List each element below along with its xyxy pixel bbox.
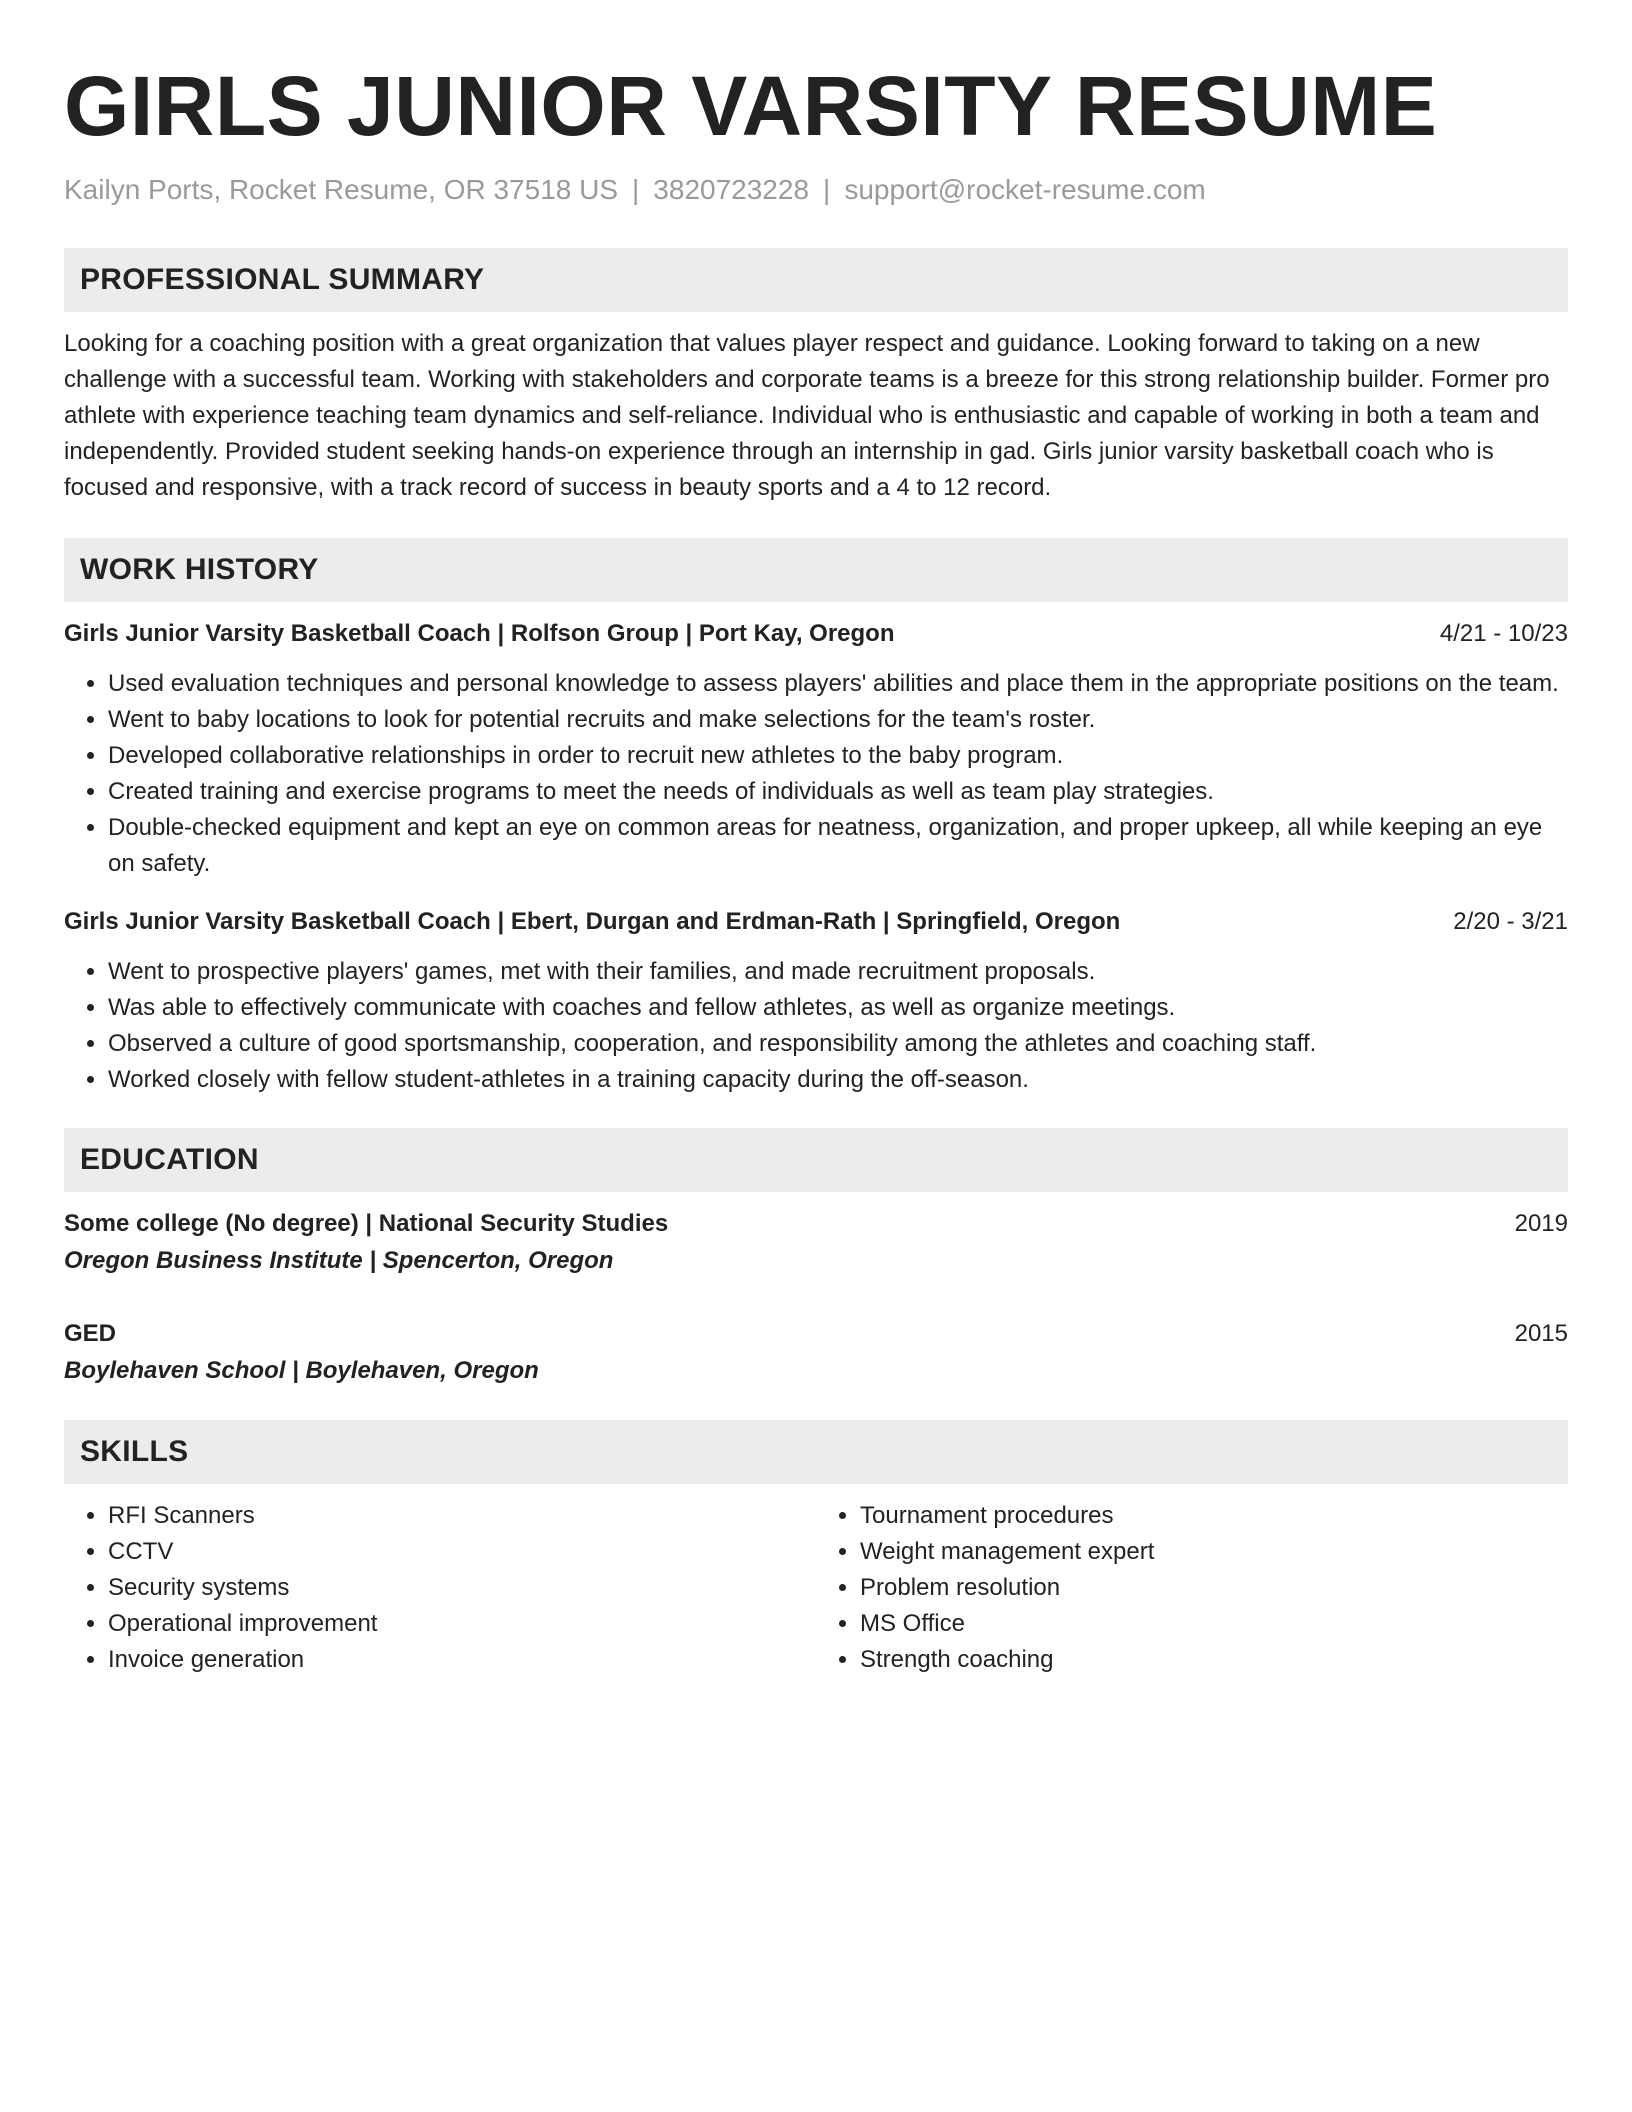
section-heading-summary: PROFESSIONAL SUMMARY [64, 248, 1568, 312]
skill-item: • MS Office [860, 1606, 1568, 1642]
education-degree: GED [64, 1320, 117, 1347]
education-school: Boylehaven School | Boylehaven, Oregon [64, 1357, 539, 1384]
job-bullet: • Went to prospective players' games, met with their families, and made recruitment proposals. [108, 954, 1568, 990]
job-bullet: • Was able to effectively communicate with coaches and fellow athletes, as well as organize meetings. [108, 990, 1568, 1026]
education-year: 2015 [1514, 1320, 1568, 1347]
section-heading-education: EDUCATION [64, 1128, 1568, 1192]
job-bullet: • Double-checked equipment and kept an eye on common areas for neatness, organization, and proper upkeep, all while keeping an eye on safety. [108, 810, 1568, 882]
contact-phone: 3820723228 [653, 174, 810, 205]
contact-email[interactable]: support@rocket-resume.com [844, 174, 1206, 205]
job-header [64, 904, 1568, 940]
education-school: Oregon Business Institute | Spencerton, Oregon [64, 1247, 614, 1274]
education-entry [64, 1206, 1568, 1280]
job-title: Girls Junior Varsity Basketball Coach | Ebert, Durgan and Erdman-Rath | Springfield, Oregon [64, 908, 1121, 935]
skill-item: • Strength coaching [860, 1642, 1568, 1678]
section-heading-work-history: WORK HISTORY [64, 538, 1568, 602]
skill-item: • CCTV [108, 1534, 816, 1570]
job-bullets [64, 666, 1568, 882]
job-bullet: • Created training and exercise programs to meet the needs of individuals as well as team play strategies. [108, 774, 1568, 810]
job-header [64, 616, 1568, 652]
contact-separator: | [632, 174, 640, 205]
job-bullet: • Developed collaborative relationships in order to recruit new athletes to the baby program. [108, 738, 1568, 774]
job-bullets [64, 954, 1568, 1098]
education-header [64, 1206, 1568, 1242]
job-bullet: • Worked closely with fellow student-athletes in a training capacity during the off-season. [108, 1062, 1568, 1098]
job-dates: 4/21 - 10/23 [1439, 620, 1568, 647]
skill-item: • Weight management expert [860, 1534, 1568, 1570]
section-heading-skills: SKILLS [64, 1420, 1568, 1484]
skill-item: • Invoice generation [108, 1642, 816, 1678]
skill-item: • Operational improvement [108, 1606, 816, 1642]
resume-title: GIRLS JUNIOR VARSITY RESUME [64, 59, 1438, 153]
job-entry [64, 904, 1568, 1098]
education-header [64, 1316, 1568, 1352]
skill-item: • Tournament procedures [860, 1498, 1568, 1534]
contact-line [64, 172, 1568, 208]
job-bullet: • Went to baby locations to look for potential recruits and make selections for the team's roster. [108, 702, 1568, 738]
skills-columns [64, 1498, 1568, 1678]
education-degree: Some college (No degree) | National Security Studies [64, 1210, 669, 1237]
education-year: 2019 [1514, 1210, 1568, 1237]
skill-item: • Security systems [108, 1570, 816, 1606]
job-title: Girls Junior Varsity Basketball Coach | Rolfson Group | Port Kay, Oregon [64, 620, 895, 647]
skill-item: • RFI Scanners [108, 1498, 816, 1534]
skill-item: • Problem resolution [860, 1570, 1568, 1606]
skills-list-left [64, 1498, 816, 1678]
job-bullet: • Observed a culture of good sportsmanship, cooperation, and responsibility among the athletes and coaching staff. [108, 1026, 1568, 1062]
job-bullet: • Used evaluation techniques and personal knowledge to assess players' abilities and place them in the appropriate positions on the team. [108, 666, 1568, 702]
education-entry [64, 1316, 1568, 1390]
job-dates: 2/20 - 3/21 [1453, 908, 1568, 935]
skills-list-right [816, 1498, 1568, 1678]
contact-separator: | [823, 174, 831, 205]
summary-text: Looking for a coaching position with a great organization that values player respect and guidance. Looking forward to taking on a new challenge with a successful team. Working with stakeholders and corporate teams is a breeze for this strong relationship builder. Former pro athlete with experience teaching team dynamics and self-reliance. Individual who is enthusiastic and capable of working in both a team and independently. Provided student seeking hands-on experience through an internship in gad. Girls junior varsity basketball coach who is focused and responsive, with a track record of success in beauty sports and a 4 to 12 record. [64, 330, 1550, 501]
contact-address: Kailyn Ports, Rocket Resume, OR 37518 US [64, 174, 619, 205]
job-entry [64, 616, 1568, 882]
